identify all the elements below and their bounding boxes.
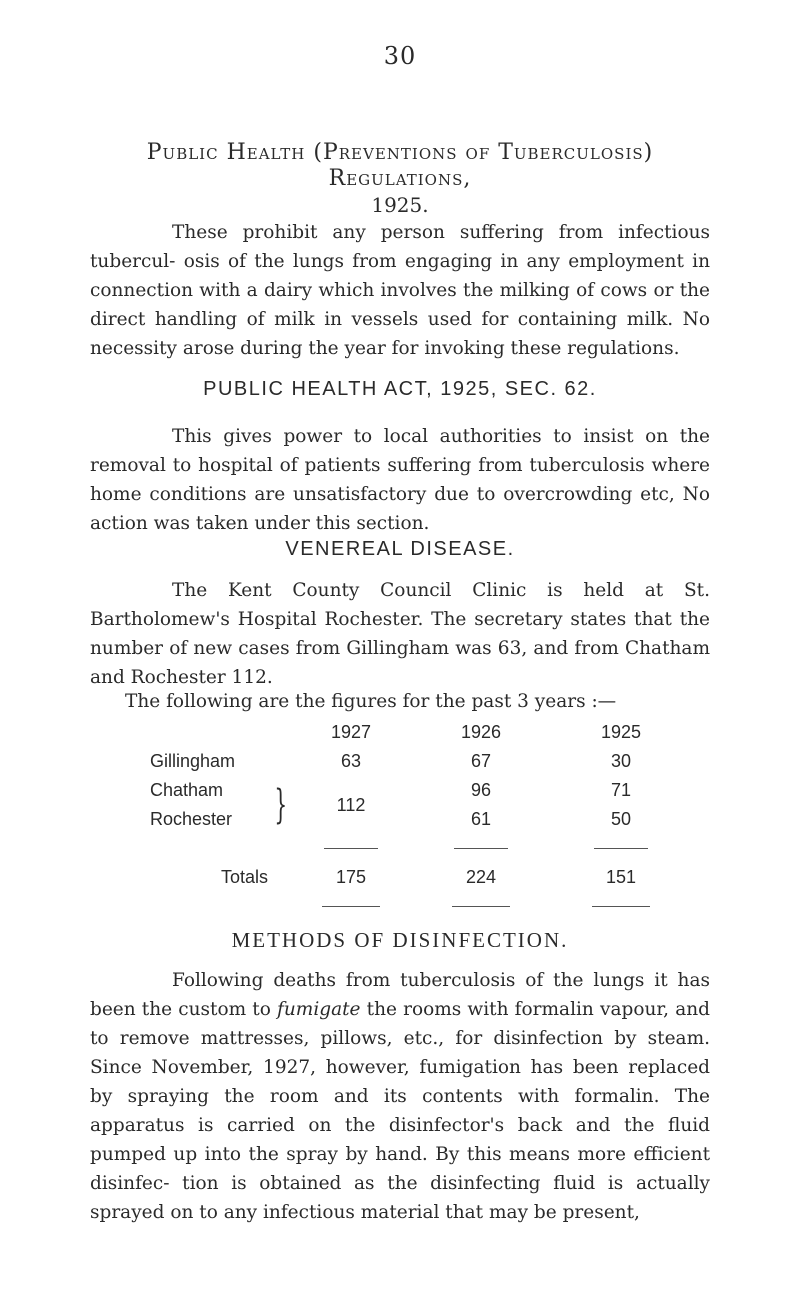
venereal-figures-table (150, 718, 686, 921)
methods-text-part2: the rooms with formalin vapour, and to remove mattresses, pillows, etc., for disinfection by steam. Since November, 1927, however, fumigation has been replaced by spraying the room and its contents with formalin. The apparatus is carried on the disinfector's back and the fluid pumped up into the spray by hand. By this means more efficient disinfec- tion is obtained as the disinfecting fluid is actually sprayed on to any infectious material that may be present, (90, 999, 710, 1223)
table-row-totals (150, 863, 686, 892)
methods-text-part1: Following deaths from tuberculosis of the lungs it has been the custom to (90, 970, 710, 1020)
year-header-1925: 1925 (600, 722, 642, 742)
table-row-gillingham (150, 747, 686, 776)
chatham-1925: 71 (610, 780, 632, 800)
public-health-act-paragraph: This gives power to local authorities to insist on the removal to hospital of patients suffering from tuberculosis where home conditions are unsatisfactory due to overcrowding etc, No action was taken under this section. (90, 426, 710, 534)
table-row-chatham (150, 776, 686, 805)
divider (322, 906, 380, 907)
methods-of-disinfection-paragraph (90, 966, 710, 1227)
year-header-1927: 1927 (330, 722, 372, 742)
totals-1927: 175 (335, 867, 367, 887)
methods-of-disinfection-heading: METHODS OF DISINFECTION. (231, 928, 569, 952)
divider (594, 848, 648, 849)
row-label-totals: Totals (220, 867, 268, 887)
table-row-rochester (150, 805, 686, 834)
brace-icon: } (274, 782, 288, 828)
chatham-rochester-1927: 112 (336, 794, 366, 815)
rochester-1926: 61 (470, 809, 492, 829)
venereal-disease-heading: VENEREAL DISEASE. (285, 538, 515, 560)
totals-1926: 224 (465, 867, 497, 887)
gillingham-1926: 67 (470, 751, 492, 771)
totals-1925: 151 (605, 867, 637, 887)
divider (324, 848, 378, 849)
rochester-1925: 50 (610, 809, 632, 829)
totals-rule-row (150, 834, 686, 863)
year-header-1926: 1926 (460, 722, 502, 742)
regulations-title-line1: Public Health (Preventions of Tuberculosis) Regulations, (146, 140, 654, 191)
gillingham-1925: 30 (610, 751, 632, 771)
row-label-rochester: Rochester (150, 809, 233, 829)
row-label-gillingham: Gillingham (150, 751, 236, 771)
table-header-row (150, 718, 686, 747)
gillingham-1927: 63 (340, 751, 362, 771)
venereal-disease-paragraph: The Kent County Council Clinic is held at St. Bartholomew's Hospital Rochester. The secretary states that the number of new cases from Gillingham was 63, and from Chatham and Rochester 112. (90, 580, 710, 688)
divider (454, 848, 508, 849)
regulations-title-line2: 1925. (371, 193, 429, 217)
regulations-title (90, 140, 710, 218)
row-label-chatham: Chatham (150, 780, 224, 800)
methods-text-italic: fumigate (277, 999, 361, 1020)
divider (452, 906, 510, 907)
regulations-paragraph: These prohibit any person suffering from infectious tubercul- osis of the lungs from engaging in any employment in connection with a dairy which involves the milking of cows or the direct handling of milk in vessels used for containing milk. No necessity arose during the year for invoking these regulations. (90, 222, 710, 359)
table-intro: The following are the figures for the past 3 years :— (125, 691, 617, 712)
divider (592, 906, 650, 907)
bottom-rule-row (150, 892, 686, 921)
public-health-act-heading: PUBLIC HEALTH ACT, 1925, SEC. 62. (203, 378, 597, 400)
chatham-1926: 96 (470, 780, 492, 800)
page-number: 30 (383, 42, 417, 70)
